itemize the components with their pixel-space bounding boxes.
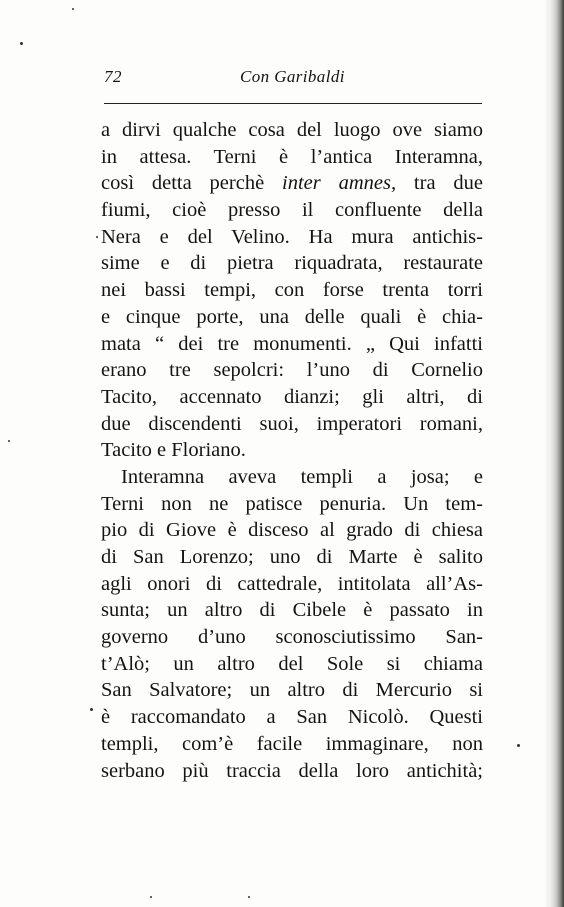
text-line: mata “ dei tre monumenti. „ Qui infatti — [101, 332, 483, 355]
header-rule — [104, 103, 482, 104]
paper-speck — [8, 440, 10, 442]
text-line: Tacito e Floriano. — [101, 439, 246, 462]
text-line: fiumi, cioè presso il confluente della — [101, 199, 483, 222]
text-line: Interamna aveva templi a josa; e — [121, 465, 483, 488]
paper-speck — [96, 236, 98, 238]
text-line: due discendenti suoi, imperatori romani, — [101, 412, 483, 435]
text-run: tra due — [396, 172, 483, 195]
book-spine-edge — [550, 0, 564, 907]
body-text — [101, 117, 483, 784]
text-line: Nera e del Velino. Ha mura antichis- — [101, 225, 483, 248]
paper-speck — [150, 896, 152, 898]
page-number: 72 — [104, 67, 122, 86]
text-line: agli onori di cattedrale, intitolata all’As- — [101, 572, 483, 595]
text-line: in attesa. Terni è l’antica Interamna, — [101, 145, 483, 168]
running-title: Con Garibaldi — [240, 67, 345, 86]
text-line: nei bassi tempi, con forse trenta torri — [101, 279, 483, 302]
paper-speck — [72, 8, 74, 10]
text-line: sime e di pietra riquadrata, restaurate — [101, 252, 483, 275]
text-line: di San Lorenzo; uno di Marte è salito — [101, 546, 483, 568]
text-line: sunta; un altro di Cibele è passato in — [101, 599, 483, 622]
latin-phrase: inter amnes, — [282, 172, 397, 195]
paper-speck — [90, 708, 93, 711]
text-line — [101, 170, 483, 197]
text-line: pio di Giove è disceso al grado di chiesa — [101, 519, 483, 542]
text-line: Terni non ne patisce penuria. Un tem- — [101, 492, 483, 515]
page-header — [104, 64, 482, 94]
text-line: erano tre sepolcri: l’uno di Cornelio — [101, 359, 483, 382]
text-line: è raccomandato a San Nicolò. Questi — [101, 706, 483, 729]
text-line: governo d’uno sconosciutissimo San- — [101, 626, 483, 649]
paper-speck — [248, 896, 250, 898]
text-line: Tacito, accennato dianzi; gli altri, di — [101, 385, 483, 408]
text-line: a dirvi qualche cosa del luogo ove siamo — [101, 119, 483, 141]
text-line: San Salvatore; un altro di Mercurio si — [101, 679, 483, 702]
paper-speck — [20, 42, 23, 45]
paper-speck — [517, 744, 520, 747]
text-line: t’Alò; un altro del Sole si chiama — [101, 652, 483, 675]
text-run: così detta perchè — [101, 172, 283, 195]
paragraph-1 — [101, 117, 483, 464]
paragraph-2 — [101, 464, 483, 784]
text-line: templi, com’è facile immaginare, non — [101, 732, 483, 755]
text-line: e cinque porte, una delle quali è chia- — [101, 305, 483, 328]
text-line: serbano più traccia della loro antichità; — [101, 759, 483, 782]
